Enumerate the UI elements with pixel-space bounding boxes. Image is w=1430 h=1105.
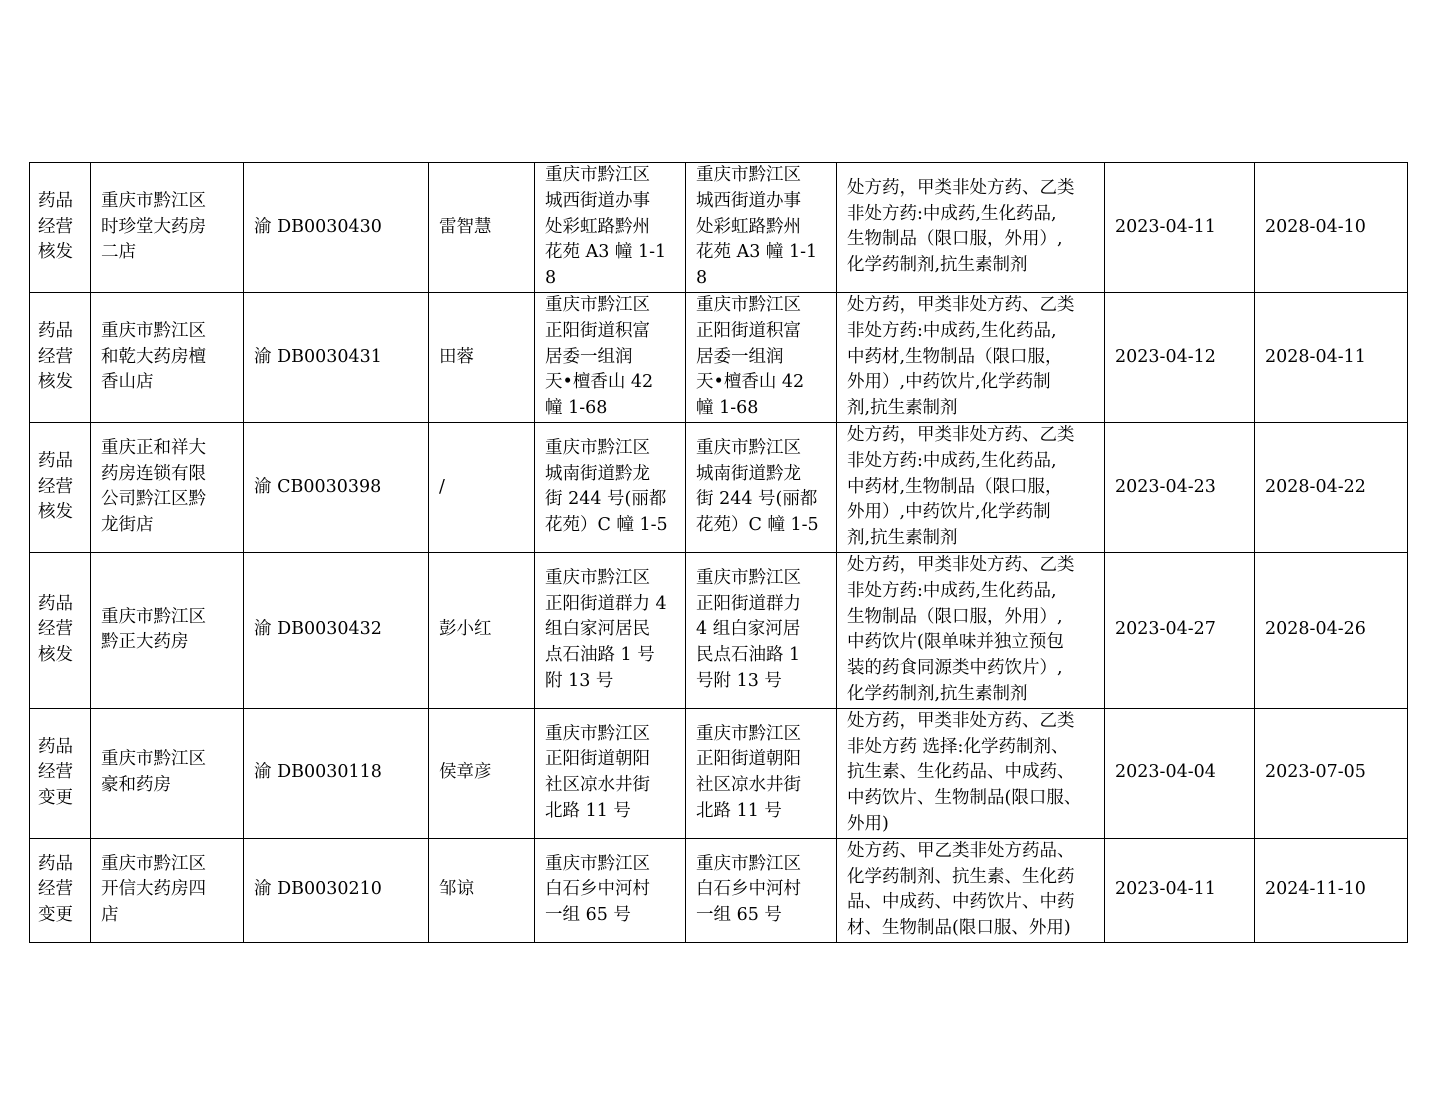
cell-cert-no: 渝 CB0030398	[244, 422, 429, 552]
cell-issue-date: 2023-04-11	[1105, 838, 1255, 942]
cell-issue-date: 2023-04-27	[1105, 552, 1255, 708]
cell-biz-address: 重庆市黔江区 正阳街道群力 4 组白家河居 民点石油路 1 号附 13 号	[686, 552, 837, 708]
cell-name: 重庆市黔江区 豪和药房	[91, 708, 244, 838]
cell-expiry-date: 2028-04-11	[1255, 292, 1408, 422]
records-table	[29, 162, 1408, 943]
cell-type: 药品 经营 核发	[30, 552, 91, 708]
table-row	[30, 422, 1408, 552]
cell-cert-no: 渝 DB0030118	[244, 708, 429, 838]
cell-name: 重庆市黔江区 时珍堂大药房 二店	[91, 163, 244, 293]
cell-expiry-date: 2028-04-22	[1255, 422, 1408, 552]
cell-reg-address: 重庆市黔江区 正阳街道积富 居委一组润 天•檀香山 42 幢 1-68	[535, 292, 686, 422]
cell-reg-address: 重庆市黔江区 城南街道黔龙 街 244 号(丽都 花苑）C 幢 1-5	[535, 422, 686, 552]
cell-scope: 处方药，甲类非处方药、乙类 非处方药 选择:化学药制剂、 抗生素、生化药品、中成药、 中药饮片、生物制品(限口服、 外用)	[837, 708, 1105, 838]
cell-reg-address: 重庆市黔江区 正阳街道朝阳 社区凉水井街 北路 11 号	[535, 708, 686, 838]
table-row	[30, 838, 1408, 942]
cell-reg-address: 重庆市黔江区 城西街道办事 处彩虹路黔州 花苑 A3 幢 1-18	[535, 163, 686, 293]
cell-type: 药品 经营 变更	[30, 838, 91, 942]
cell-person: 田蓉	[429, 292, 535, 422]
cell-biz-address: 重庆市黔江区 城南街道黔龙 街 244 号(丽都 花苑）C 幢 1-5	[686, 422, 837, 552]
cell-expiry-date: 2028-04-10	[1255, 163, 1408, 293]
cell-person: /	[429, 422, 535, 552]
cell-person: 侯章彦	[429, 708, 535, 838]
cell-type: 药品 经营 变更	[30, 708, 91, 838]
cell-reg-address: 重庆市黔江区 正阳街道群力 4 组白家河居民 点石油路 1 号 附 13 号	[535, 552, 686, 708]
cell-scope: 处方药，甲类非处方药、乙类 非处方药:中成药,生化药品, 生物制品（限口服，外用）, 化学药制剂,抗生素制剂	[837, 163, 1105, 293]
cell-cert-no: 渝 DB0030430	[244, 163, 429, 293]
cell-expiry-date: 2023-07-05	[1255, 708, 1408, 838]
table-row	[30, 292, 1408, 422]
table-row	[30, 163, 1408, 293]
cell-person: 雷智慧	[429, 163, 535, 293]
cell-cert-no: 渝 DB0030210	[244, 838, 429, 942]
cell-cert-no: 渝 DB0030431	[244, 292, 429, 422]
cell-issue-date: 2023-04-11	[1105, 163, 1255, 293]
cell-name: 重庆正和祥大 药房连锁有限 公司黔江区黔 龙街店	[91, 422, 244, 552]
cell-expiry-date: 2024-11-10	[1255, 838, 1408, 942]
cell-scope: 处方药，甲类非处方药、乙类 非处方药:中成药,生化药品, 生物制品（限口服，外用）, 中药饮片(限单味并独立预包 装的药食同源类中药饮片）, 化学药制剂,抗生素制剂	[837, 552, 1105, 708]
cell-person: 彭小红	[429, 552, 535, 708]
cell-type: 药品 经营 核发	[30, 292, 91, 422]
cell-type: 药品 经营 核发	[30, 422, 91, 552]
cell-issue-date: 2023-04-12	[1105, 292, 1255, 422]
cell-scope: 处方药，甲类非处方药、乙类 非处方药:中成药,生化药品, 中药材,生物制品（限口服， 外用）,中药饮片,化学药制 剂,抗生素制剂	[837, 292, 1105, 422]
table-row	[30, 708, 1408, 838]
cell-scope: 处方药，甲类非处方药、乙类 非处方药:中成药,生化药品, 中药材,生物制品（限口服， 外用）,中药饮片,化学药制 剂,抗生素制剂	[837, 422, 1105, 552]
cell-biz-address: 重庆市黔江区 正阳街道朝阳 社区凉水井街 北路 11 号	[686, 708, 837, 838]
cell-name: 重庆市黔江区 黔正大药房	[91, 552, 244, 708]
cell-biz-address: 重庆市黔江区 正阳街道积富 居委一组润 天•檀香山 42 幢 1-68	[686, 292, 837, 422]
cell-name: 重庆市黔江区 开信大药房四 店	[91, 838, 244, 942]
cell-expiry-date: 2028-04-26	[1255, 552, 1408, 708]
table-row	[30, 552, 1408, 708]
cell-name: 重庆市黔江区 和乾大药房檀 香山店	[91, 292, 244, 422]
cell-biz-address: 重庆市黔江区 白石乡中河村 一组 65 号	[686, 838, 837, 942]
cell-issue-date: 2023-04-04	[1105, 708, 1255, 838]
cell-biz-address: 重庆市黔江区 城西街道办事 处彩虹路黔州 花苑 A3 幢 1-18	[686, 163, 837, 293]
cell-person: 邹谅	[429, 838, 535, 942]
cell-type: 药品 经营 核发	[30, 163, 91, 293]
cell-cert-no: 渝 DB0030432	[244, 552, 429, 708]
cell-reg-address: 重庆市黔江区 白石乡中河村 一组 65 号	[535, 838, 686, 942]
cell-scope: 处方药、甲乙类非处方药品、 化学药制剂、抗生素、生化药 品、中成药、中药饮片、中药 材、生物制品(限口服、外用)	[837, 838, 1105, 942]
cell-issue-date: 2023-04-23	[1105, 422, 1255, 552]
